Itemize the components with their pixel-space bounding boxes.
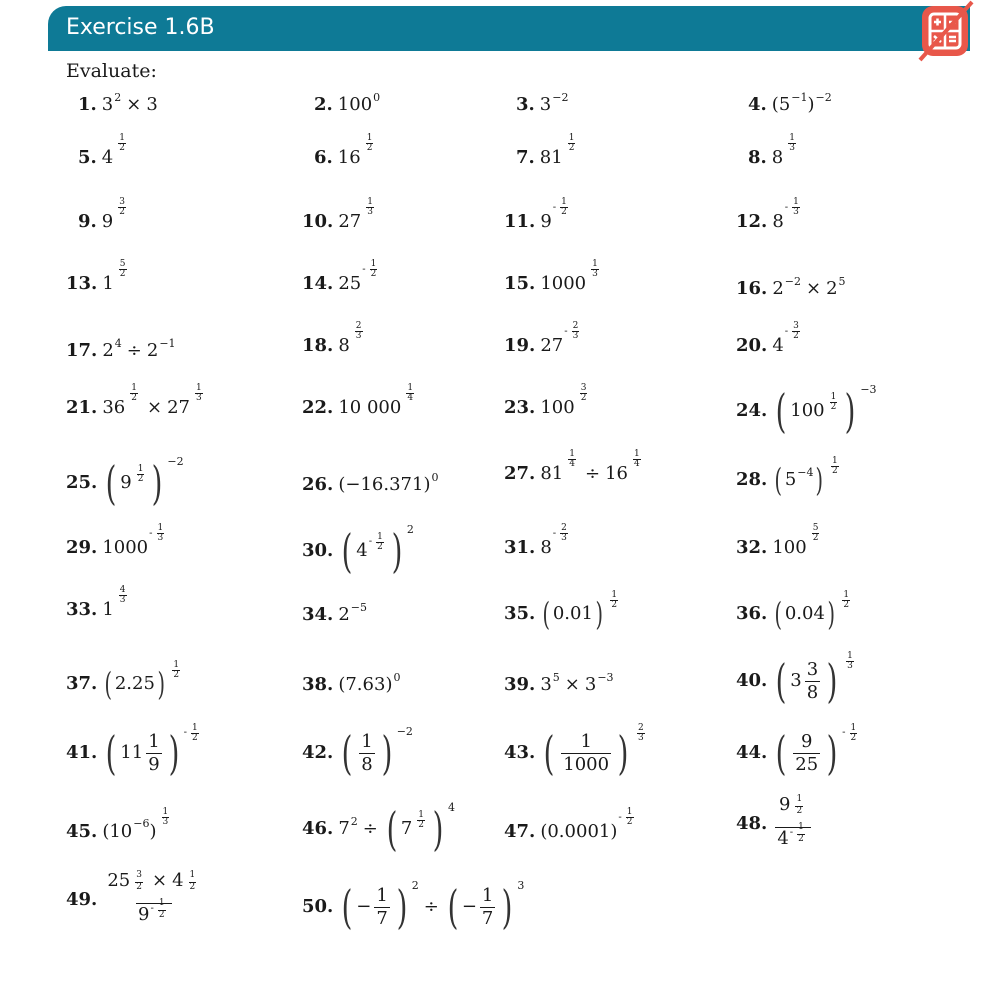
exercise-item: 24. ( 100 $\frac{1}{2}$ ) −3 [736,382,877,438]
exercise-item: 49. 25 $\frac{3}{2}$ × 4 $\frac{1}{2}$ 9 - $\frac{1}{2}$ [66,872,205,929]
exercise-item: 6. 16 $\frac{1}{2}$ [314,133,373,168]
exercise-item: 20. 4 - $\frac{3}{2}$ [736,321,799,356]
exercise-item: 21. 36 $\frac{1}{2}$ × 27 $\frac{1}{3}$ [66,383,202,418]
exercise-item: 32. 100 $\frac{5}{2}$ [736,523,819,558]
exercise-item: 23. 100 $\frac{3}{2}$ [504,383,587,418]
exercise-item: 22. 10 000 $\frac{1}{4}$ [302,383,414,418]
exercise-item: 38. ( 7.63 ) 0 [302,670,401,695]
exercise-item: 3. 3 −2 [516,90,569,115]
exercise-item: 7. 81 $\frac{1}{2}$ [516,133,575,168]
exercise-item: 11. 9 - $\frac{1}{2}$ [504,197,567,232]
exercise-item: 10. 27 $\frac{1}{3}$ [302,197,373,232]
exercise-item: 9. 9 $\frac{3}{2}$ [78,197,125,232]
exercise-item: 26. ( −16.371 ) 0 [302,470,439,495]
no-calculator-icon [918,0,974,62]
exercise-item: 12. 8 - $\frac{1}{3}$ [736,197,799,232]
exercise-item: 35. ( 0.01 ) $\frac{1}{2}$ [504,589,618,633]
exercise-item: 48. 9 $\frac{1}{2}$ 4 - $\frac{1}{2}$ [736,796,814,853]
exercise-banner [48,6,970,51]
exercise-item: 40. ( 3 $\frac{3}{8}$ ) $\frac{1}{3}$ [736,650,853,708]
exercise-item: 5. 4 $\frac{1}{2}$ [78,133,125,168]
exercise-item: 8. 8 $\frac{1}{3}$ [748,133,795,168]
exercise-item: 25. ( 9 $\frac{1}{2}$ ) −2 [66,454,184,510]
exercise-item: 43. ( $\frac{1}{1000}$ ) $\frac{2}{3}$ [504,722,644,780]
exercise-item: 18. 8 $\frac{2}{3}$ [302,321,362,356]
exercise-item: 37. ( 2.25 ) $\frac{1}{2}$ [66,659,180,703]
exercise-item: 50. ( − $\frac{1}{7}$ ) 2 ÷ ( − $\frac{1}{7}$ ) 3 [302,878,525,934]
exercise-item: 14. 25 - $\frac{1}{2}$ [302,259,377,294]
exercise-item: 2. 100 0 [314,90,381,115]
exercise-item: 45. ( 10 −6 ) $\frac{1}{3}$ [66,807,169,842]
exercise-item: 29. 1000 - $\frac{1}{3}$ [66,523,164,558]
exercise-item: 1. 3 2 × 3 [78,90,158,115]
exercise-item: 15. 1000 $\frac{1}{3}$ [504,259,598,294]
exercise-item: 28. ( 5 −4 ) $\frac{1}{2}$ [736,455,838,499]
exercise-item: 19. 27 - $\frac{2}{3}$ [504,321,579,356]
exercise-item: 13. 1 $\frac{5}{2}$ [66,259,126,294]
exercise-title: Exercise 1.6B [66,15,215,40]
exercise-item: 27. 81 $\frac{1}{4}$ ÷ 16 $\frac{1}{4}$ [504,449,640,484]
exercise-item: 36. ( 0.04 ) $\frac{1}{2}$ [736,589,850,633]
exercise-item: 17. 2 4 ÷ 2 −1 [66,336,176,361]
exercise-item: 30. ( 4 - $\frac{1}{2}$ ) 2 [302,522,414,578]
exercise-item: 41. ( 11 $\frac{1}{9}$ ) - $\frac{1}{2}$ [66,722,198,780]
exercise-item: 39. 3 5 × 3 −3 [504,670,614,695]
exercise-item: 42. ( $\frac{1}{8}$ ) −2 [302,724,413,780]
exercise-item: 16. 2 −2 × 2 5 [736,274,846,299]
exercise-item: 34. 2 −5 [302,600,367,625]
exercise-item: 33. 1 $\frac{4}{3}$ [66,585,126,620]
exercise-item: 4. ( 5 −1 ) −2 [748,90,832,115]
instruction-text: Evaluate: [66,60,157,82]
exercise-item: 47. ( 0.0001 ) - $\frac{1}{2}$ [504,807,633,842]
exercise-item: 46. 7 2 ÷ ( 7 $\frac{1}{2}$ ) 4 [302,800,455,856]
exercise-item: 31. 8 - $\frac{2}{3}$ [504,523,567,558]
exercise-item: 44. ( $\frac{9}{25}$ ) - $\frac{1}{2}$ [736,722,857,780]
